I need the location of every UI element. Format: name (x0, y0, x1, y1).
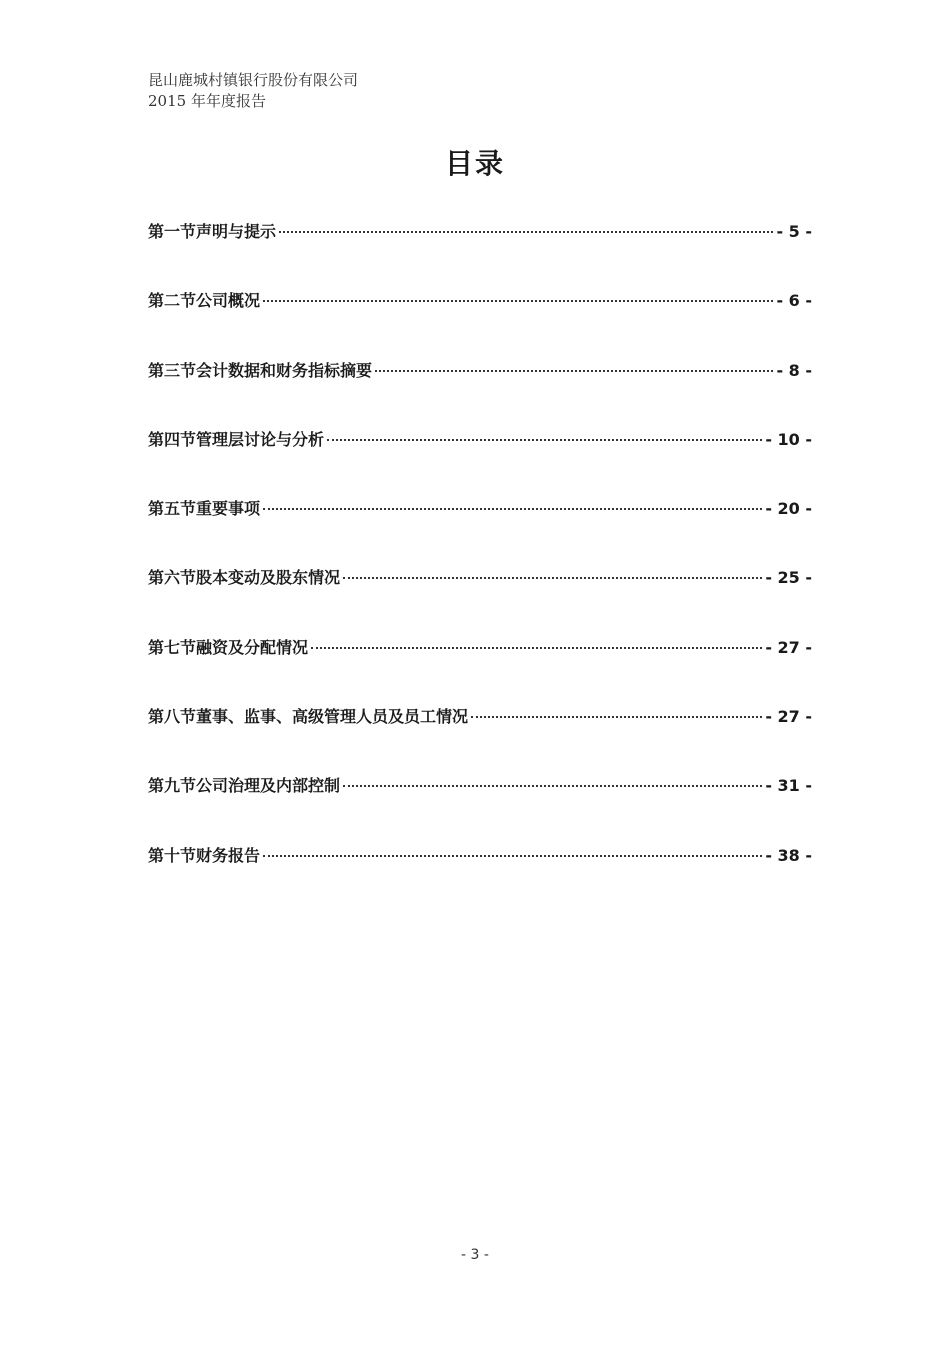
toc-entry-label: 第七节融资及分配情况 (148, 637, 309, 657)
toc-entry-page: - 5 - (776, 222, 812, 241)
page-title: 目录 (444, 147, 505, 180)
toc-entry-page: - 27 - (765, 707, 812, 727)
page-number: - 3 - (461, 1247, 489, 1263)
toc-leader-dots (263, 855, 762, 857)
toc-entry-page: - 31 - (765, 776, 812, 796)
toc-entry[interactable] (148, 427, 812, 496)
toc-entry-label: 第九节公司治理及内部控制 (148, 776, 341, 796)
toc-entry[interactable] (148, 358, 812, 427)
toc-entry-label: 第五节重要事项 (148, 499, 261, 519)
document-header (148, 70, 358, 112)
toc-entry-page: - 8 - (776, 360, 812, 380)
toc-entry-label: 第十节财务报告 (148, 845, 261, 865)
toc-entry-page: - 6 - (776, 291, 812, 311)
table-of-contents (148, 219, 812, 912)
toc-entry[interactable] (148, 635, 812, 704)
toc-entry[interactable] (148, 773, 812, 842)
toc-entry-label: 第六节股本变动及股东情况 (148, 568, 341, 588)
toc-entry-label: 第四节管理层讨论与分析 (148, 429, 325, 449)
toc-leader-dots (343, 577, 762, 579)
toc-entry[interactable] (148, 843, 812, 912)
toc-entry-label: 第二节公司概况 (148, 291, 261, 311)
toc-entry[interactable] (148, 704, 812, 773)
report-name: 2015 年年度报告 (148, 92, 266, 110)
company-name: 昆山鹿城村镇银行股份有限公司 (148, 71, 359, 89)
toc-entry[interactable] (148, 565, 812, 634)
toc-entry-label: 第一节声明与提示 (148, 222, 277, 241)
toc-entry[interactable] (148, 496, 812, 565)
toc-entry-page: - 10 - (765, 429, 812, 449)
toc-entry-page: - 38 - (765, 845, 812, 865)
toc-entry-page: - 20 - (765, 499, 812, 519)
toc-entry[interactable] (148, 288, 812, 357)
toc-entry-page: - 27 - (765, 637, 812, 657)
toc-leader-dots (375, 370, 773, 372)
toc-entry-label: 第三节会计数据和财务指标摘要 (148, 360, 373, 380)
toc-leader-dots (263, 508, 762, 510)
toc-leader-dots (471, 716, 762, 718)
toc-entry[interactable] (148, 219, 812, 288)
toc-entry-page: - 25 - (765, 568, 812, 588)
toc-entry-label: 第八节董事、监事、高级管理人员及员工情况 (148, 707, 469, 727)
toc-leader-dots (311, 647, 762, 649)
toc-leader-dots (263, 300, 773, 302)
toc-leader-dots (279, 231, 773, 233)
toc-leader-dots (327, 439, 762, 441)
toc-leader-dots (343, 785, 762, 787)
